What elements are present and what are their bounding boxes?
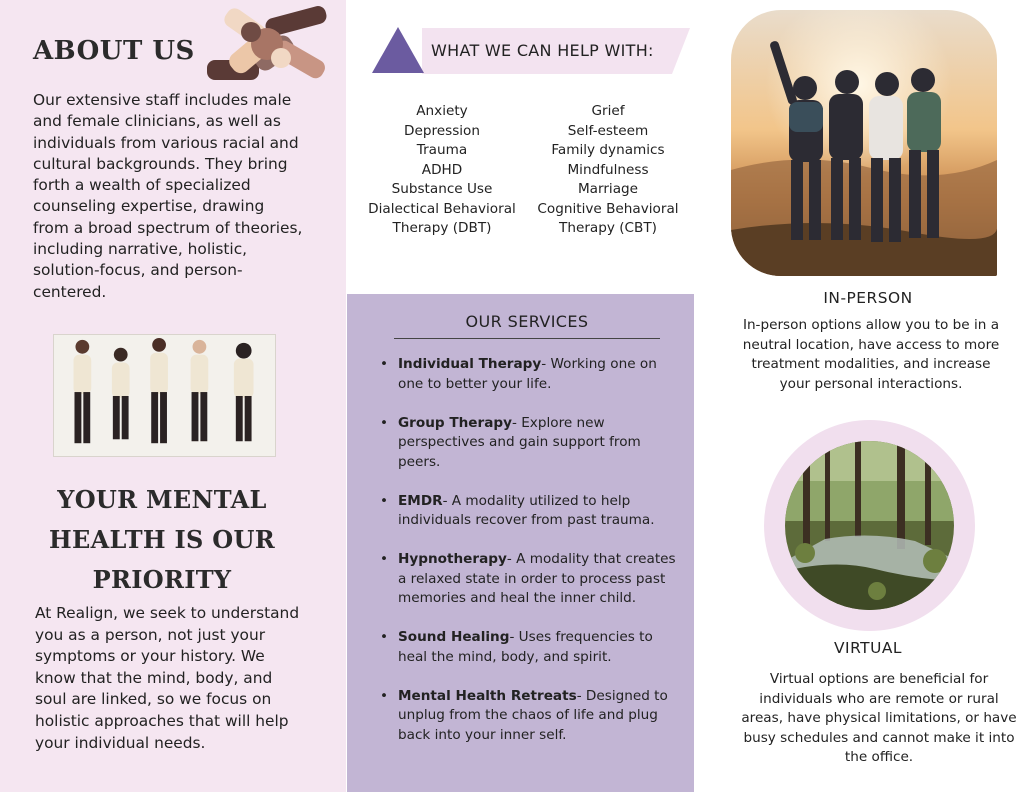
mental-health-heading-line-1: YOUR MENTAL [57,485,267,514]
help-item: ADHD [421,161,463,178]
help-item: Dialectical Behavioral [368,200,516,217]
help-item: Cognitive Behavioral [537,200,679,217]
bullet-icon: • [380,551,389,567]
help-item: Family dynamics [551,142,665,158]
service-item [380,550,685,609]
bullet-icon: • [380,414,389,431]
help-heading: WHAT WE CAN HELP WITH: [431,41,654,60]
service-description: - A modality utilized to help individuals recover from past trauma. [398,492,655,528]
bullet-icon: • [380,687,389,704]
group-friends-photo [731,10,997,276]
mental-health-heading [30,480,294,600]
service-item [380,414,685,473]
about-us-text: Our extensive staff includes male and female clinicians, as well as individuals from various racial and cultural backgrounds. They bring forth a wealth of specialized counseling expertise, drawing from a broad spectrum of theories, including narrative, holistic, solution-focus, and person-centered. [33,91,303,301]
in-person-heading: IN-PERSON [823,289,913,307]
bullet-icon: • [380,629,389,645]
bullet-icon: • [380,492,389,509]
mental-health-heading-line-2: HEALTH IS OUR [49,525,275,554]
service-description: - Uses frequencies to heal the mind, body, and spirit. [398,629,653,665]
help-item: Marriage [577,181,639,197]
realign-text: At Realign, we seek to understand you as a person, not just your symptoms or your history. We know that the mind, body, and soul are linked, so we focus on holistic approaches that will help your individual needs. [35,604,300,752]
virtual-text: Virtual options are beneficial for individuals who are remote or rural areas, have physical limitations, or have busy schedules and cannot make it into the office. [741,671,1017,766]
in-person-text: In-person options allow you to be in a neutral location, have access to more treatment modalities, and increase your personal interactions. [742,317,1000,392]
service-item [380,628,685,667]
help-item: Therapy (DBT) [392,220,492,236]
diverse-people-illustration [53,334,276,457]
virtual-heading: VIRTUAL [834,639,902,657]
service-name: Sound Healing [398,629,510,645]
service-description: - A modality that creates a relaxed state in order to process past memories and heal the inner child. [398,551,676,606]
mental-health-heading-line-3: PRIORITY [92,565,232,594]
services-list [380,355,685,745]
help-list-column-1 [362,102,522,239]
service-item [380,687,685,746]
help-item: Trauma [416,142,468,158]
service-description: - Explore new perspectives and gain support from peers. [398,414,641,470]
bullet-icon: • [380,356,389,372]
help-item: Self-esteem [567,122,649,139]
services-heading: OUR SERVICES [394,312,660,339]
service-name: EMDR [398,492,443,509]
service-name: Individual Therapy [398,356,542,372]
service-name: Mental Health Retreats [398,687,577,704]
help-item: Depression [404,122,480,139]
help-item: Substance Use [391,181,493,197]
service-description: - Designed to unplug from the chaos of life and plug back into your inner self. [398,687,668,743]
stacked-hands-illustration [205,2,330,84]
help-item: Anxiety [416,103,468,119]
help-list-column-2 [528,102,688,239]
service-item [380,355,685,394]
help-item: Mindfulness [567,161,649,178]
service-description: - Working one on one to better your life. [398,356,657,392]
forest-stream-photo [785,441,954,610]
service-name: Group Therapy [398,414,512,431]
triangle-icon [372,27,424,73]
help-item: Grief [591,103,625,119]
service-item [380,492,685,531]
about-us-heading: ABOUT US [33,36,195,66]
service-name: Hypnotherapy [398,551,507,567]
help-item: Therapy (CBT) [559,220,657,236]
